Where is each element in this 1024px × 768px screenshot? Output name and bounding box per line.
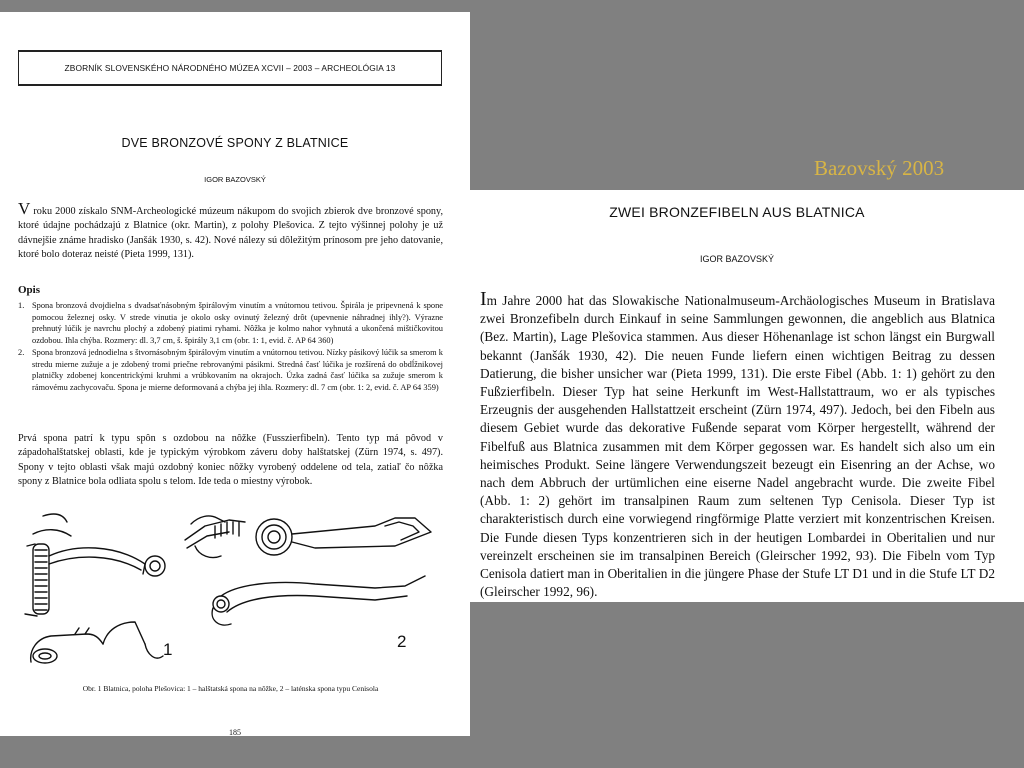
slovak-article-page [0, 12, 470, 736]
article-title: DVE BRONZOVÉ SPONY Z BLATNICE [121, 136, 349, 150]
summary-author: IGOR BAZOVSKÝ [699, 254, 775, 264]
summary-title: ZWEI BRONZEFIBELN AUS BLATNICA [609, 204, 865, 220]
fibula-2-top-view [185, 516, 431, 558]
fibula-1-top-view [31, 622, 163, 663]
figure-number-2: 2 [397, 632, 407, 651]
citation-label: Bazovský 2003 [814, 156, 945, 180]
page-number: 185 [229, 728, 241, 736]
journal-header: ZBORNÍK SLOVENSKÉHO NÁRODNÉHO MÚZEA XCVII – 2003 – ARCHEOLÓGIA 13 [18, 50, 442, 86]
description-item [18, 300, 443, 346]
description-list [18, 300, 443, 394]
fibula-drawings [15, 504, 455, 676]
summary-text: m Jahre 2000 hat das Slowakische Nationalmuseum-Archäologisches Museum in Bratislava zwei Bronzefibeln durch Einkauf in seine Sammlungen gewonnen, die angeblich aus Blatnica (Bez. Martin), Lage Plešovica stammen. Aus dieser Höhenanlage ist schon längst ein Burgwall bekannt (Janšák 1930, 42). Die neuen Funde liefern einen wichtigen Beitrag zu dessen Datierung, die bisher unsicher war (Pieta 1999, 131). Die erste Fibel (Abb. 1: 1) gehört zu den Fußzierfibeln. Dieser Typ hat seine Herkunft im West-Hallstattraum, wo er als typisches Erzeugnis der ausgehenden Hallstattzeit erscheint (Zürn 1974, 497). Jedoch, bei den Fibeln aus diesem Gebiet wurde das dekorative Fußende separat vom Körper hergestellt, während der Fibelfuß aus Blatnica zusammen mit dem Körper gegossen war. Es handelt sich also um ein heimisches Produkt. Seine längere Verwendungszeit bezeugt ein Eisenring an der Achse, wo nach dem Abbruch der urtümlichen eine eiserne Nadel angebracht wurde. Die zweite Fibel (Abb. 1: 2) gehört im transalpinen Raum zum seltenen Typ Cenisola. Dieser Typ ist charakteristisch durch eine vorwiegend ringförmige Platte verziert mit konzentrischen Kreisen. Die Funde diesen Typs konzentrieren sich in der heutigen Lombardei in Oberitalien und nur vereinzelt erscheinen sie im transalpinen Bereich (Gleirscher 1992, 93). Die Fibeln vom Typ Cenisola datiert man in Oberitalien in die jüngere Phase der Stufe LT D1 und in die Stufe LT D2 (Gleirscher 1992, 96). [480, 293, 995, 600]
discussion-paragraph: Prvá spona patrí k typu spôn s ozdobou na nôžke (Fusszierfibeln). Tento typ má pôvod v západohalštatskej oblasti, kde je typickým výrobkom záveru doby halštatskej (Zürn 1974, s. 497). Spony v tejto oblasti však majú ozdobný koniec nôžky vyrobený oddelene od tela, zatiaľ čo nôžka spony z Blatnice bola odliata spolu s telom. Ide teda o miestny výrobok. [18, 433, 443, 488]
article-author: IGOR BAZOVSKÝ [204, 175, 266, 184]
figure-number-1: 1 [163, 640, 173, 659]
item-text: Spona bronzová dvojdielna s dvadsaťnásobným špirálovým vinutím a vnútornou tetivou. Špirála je pripevnená k spone pomocou železnej osky. V strede vinutia je okolo osky ovinutý železný drôt (upevnenie náhradnej ihly?). Výrazne prehnutý lúčik je navrchu plochý a zdobený piatimi ryhami. Nôžka je kolmo nahor vyhnutá a ukončená mištičkovitou ozdobou. Ihla chýba. Rozmery: dl. 3,7 cm, š. špirály 3,1 cm (obr. 1: 1, evid. č. AP 64 360) [32, 301, 443, 345]
section-heading-opis: Opis [18, 284, 41, 296]
figure-caption: Obr. 1 Blatnica, poloha Plešovica: 1 – halštatská spona na nôžke, 2 – laténska spona typu Cenisola [82, 684, 379, 693]
item-number: 1. [18, 301, 25, 310]
german-summary-page [470, 190, 1024, 602]
intro-paragraph [18, 199, 443, 263]
item-text: Spona bronzová jednodielna s štvornásobným špirálovým vinutím a vnútornou tetivou. Nízky pásikový lúčik sa smerom k stredu mierne zužuje a je zdobený tromi priečne rebrovanými pásikmi. Stredná časť lúčika je rozšírená do obdĺžnikovej platničky zdobenej koncentrickými kruhmi a vrúbkovaním na okrajoch. Úzka zadná časť lúčika sa zužuje smerom k rámovému zachycovaču. Spona je mierne deformovaná a chýba jej ihla. Rozmery: dl. 7 cm (obr. 1: 2, evid. č. AP 64 359) [32, 348, 443, 392]
summary-body [480, 290, 995, 601]
item-number: 2. [18, 348, 25, 357]
fibula-2-side-view [212, 576, 425, 625]
intro-text: roku 2000 získalo SNM-Archeologické múzeum nákupom do svojich zbierok dve bronzové spony, ktoré údajne pochádzajú z Blatnice (okr. Martin), z polohy Plešovica. Z tejto výšinnej polohy je už dávnejšie známe hradisko (Janšák 1930, s. 42). Nové nálezy sú dôležitým prínosom pre jeho datovanie, ktoré bolo doteraz neisté (Pieta 1999, 131). [18, 206, 443, 261]
description-item [18, 347, 443, 393]
fibula-1-side-view [25, 514, 165, 616]
drop-cap: I [480, 288, 487, 310]
drop-cap: V [18, 199, 31, 218]
